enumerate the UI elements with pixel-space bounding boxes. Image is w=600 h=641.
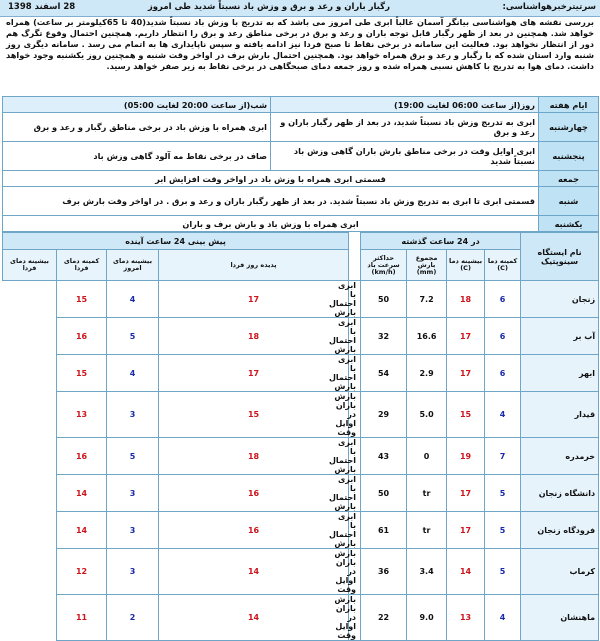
past-min-temp: 6 [485, 281, 521, 318]
today-max-temp: 17 [159, 281, 349, 318]
today-max-temp: 14 [159, 595, 349, 641]
station-row [3, 355, 599, 392]
station-name-header: نام ایستگاه سینوپتیک [521, 233, 599, 281]
today-max-temp: 16 [159, 475, 349, 512]
past-precip: 5.0 [407, 392, 447, 438]
today-max-temp: 17 [159, 355, 349, 392]
forecast-row [3, 187, 599, 216]
past-wind: 50 [361, 281, 407, 318]
bulletin-date: 28 اسفند 1398 [8, 2, 76, 12]
station-row [3, 595, 599, 641]
merged-forecast: ابری همراه با وزش باد و بارش برف و باران [3, 216, 539, 232]
tomorrow-min-temp: 3 [107, 475, 159, 512]
past-min-temp: 4 [485, 595, 521, 641]
past-min-temp: 4 [485, 392, 521, 438]
past-max-temp: 13 [447, 595, 485, 641]
past-precip: 9.0 [407, 595, 447, 641]
station-name: ابهر [521, 355, 599, 392]
station-row [3, 512, 599, 549]
station-name: زنجان [521, 281, 599, 318]
tomorrow-max-temp: 14 [57, 512, 107, 549]
tomorrow-phenomenon: بارش باران در اوایل وقت [349, 392, 361, 438]
future-24h-header: پیش بینی 24 ساعت آینده [3, 233, 349, 250]
past-wind: 32 [361, 318, 407, 355]
tomorrow-phenomenon: بارش باران در اوایل وقت [349, 549, 361, 595]
col-night-time-header: شب(از ساعت 20:00 لغایت 05:00) [3, 97, 271, 113]
past-min-temp: 6 [485, 318, 521, 355]
bulletin-header [0, 0, 600, 17]
tomorrow-min-temp: 3 [107, 549, 159, 595]
tomorrow-max-temp: 14 [57, 475, 107, 512]
past-precip: tr [407, 475, 447, 512]
past-min-temp: 5 [485, 475, 521, 512]
past-wind: 22 [361, 595, 407, 641]
station-row [3, 438, 599, 475]
past-max-temp: 18 [447, 281, 485, 318]
past-precip: 3.4 [407, 549, 447, 595]
night-forecast: صاف در برخی نقاط مه آلود گاهی وزش باد [3, 142, 271, 171]
day-name: جمعه [539, 171, 599, 187]
station-name: خرمدره [521, 438, 599, 475]
merged-forecast: قسمتی ابری همراه با وزش باد در اواخر وقت افزایش ابر [3, 171, 539, 187]
tomorrow-max-temp: 16 [57, 318, 107, 355]
past-wind: 61 [361, 512, 407, 549]
night-forecast: ابری همراه با وزش باد در برخی مناطق رگبار و رعد و برق [3, 113, 271, 142]
past-min-temp: 5 [485, 512, 521, 549]
tomorrow-phenomenon: ابری با احتمال بارش [349, 512, 361, 549]
merged-forecast: قسمتی ابری تا ابری به تدریج وزش باد نسبتاً شدید. در بعد از ظهر رگبار باران و رعد و برق . در اواخر وقت بارش برف [3, 187, 539, 216]
station-name: کرماب [521, 549, 599, 595]
past-precip: 16.6 [407, 318, 447, 355]
tomorrow-phenomenon: ابری با احتمال بارش [349, 318, 361, 355]
past-min-temp: 5 [485, 549, 521, 595]
day-name: یکشنبه [539, 216, 599, 232]
station-row [3, 392, 599, 438]
tomorrow-min-temp: 3 [107, 512, 159, 549]
tomorrow-phenomenon: بارش باران در اوایل وقت [349, 595, 361, 641]
tomorrow-min-temp: 5 [107, 438, 159, 475]
station-name: فرودگاه زنجان [521, 512, 599, 549]
past-wind: 54 [361, 355, 407, 392]
past-precip: tr [407, 512, 447, 549]
col-max-tomorrow: بیشینه دمای فردا [3, 250, 57, 281]
past-min-temp: 6 [485, 355, 521, 392]
forecast-table [2, 96, 599, 232]
station-name: قیدار [521, 392, 599, 438]
summary-text: بررسی نقشه های هواشناسی بیانگر آسمان غالباً ابری طی امروز می باشد که به تدریج با وزش باد نسبتاً شدید(40 تا 65کیلومتر بر ساعت) همراه خواهد شد. همچنین در بعد از ظهر رگبار قابل توجه باران و رعد و برق در برخی مناطق رعد و برق را انتظار داریم. همچنین احتمال وقوع تگرگ هم دور از انتظار نخواهد بود. فعالیت این سامانه در برخی نقاط تا صبح فردا نیز ادامه یافته و سپس ناپایداری ها به اتمام می رسد . سامانه دیگری روز شنبه وارد استان شده که با رگبار و رعد و برق همراه خواهد بود. همچنین احتمال بارش برف در اواخر وقت شنبه و همچنین روز یکشنبه وجود خواهد داشت. دمای هوا به تدریج با کاهش نسبی همراه شده و روز جمعه دمای صبحگاهی در برخی نقاط به زیر صفر خواهد رسید. [6, 17, 594, 71]
today-max-temp: 16 [159, 512, 349, 549]
tomorrow-max-temp: 11 [57, 595, 107, 641]
forecast-row [3, 142, 599, 171]
tomorrow-min-temp: 2 [107, 595, 159, 641]
past-max-temp: 17 [447, 475, 485, 512]
past-24h-header: در 24 ساعت گذشته [361, 233, 521, 250]
past-wind: 50 [361, 475, 407, 512]
past-max-temp: 14 [447, 549, 485, 595]
table-gap [349, 233, 361, 281]
col-max-temp: بیشینه دما (C) [447, 250, 485, 281]
tomorrow-phenomenon: ابری با احتمال بارش [349, 475, 361, 512]
today-max-temp: 18 [159, 438, 349, 475]
past-precip: 7.2 [407, 281, 447, 318]
tomorrow-phenomenon: ابری با احتمال بارش [349, 355, 361, 392]
forecast-header-row [3, 97, 599, 113]
past-wind: 43 [361, 438, 407, 475]
station-row [3, 318, 599, 355]
col-min-temp: کمینه دما (C) [485, 250, 521, 281]
station-name: آب بر [521, 318, 599, 355]
tomorrow-min-temp: 3 [107, 392, 159, 438]
col-precip: مجموع بارش (mm) [407, 250, 447, 281]
tomorrow-max-temp: 15 [57, 355, 107, 392]
col-day-header: ایام هفته [539, 97, 599, 113]
headline: رگبار باران و رعد و برق و وزش باد نسبتاً شدید طی امروز [147, 2, 390, 12]
station-row [3, 475, 599, 512]
tomorrow-min-temp: 4 [107, 281, 159, 318]
stations-column-row [3, 250, 599, 281]
day-name: پنجشنبه [539, 142, 599, 171]
today-max-temp: 14 [159, 549, 349, 595]
today-max-temp: 18 [159, 318, 349, 355]
tomorrow-max-temp: 15 [57, 281, 107, 318]
past-precip: 2.9 [407, 355, 447, 392]
col-wind: حداکثر سرعت باد (km/h) [361, 250, 407, 281]
tomorrow-max-temp: 13 [57, 392, 107, 438]
past-max-temp: 17 [447, 318, 485, 355]
past-max-temp: 15 [447, 392, 485, 438]
past-min-temp: 7 [485, 438, 521, 475]
past-max-temp: 17 [447, 512, 485, 549]
col-day-time-header: روز(از ساعت 06:00 لغایت 19:00) [271, 97, 539, 113]
past-max-temp: 19 [447, 438, 485, 475]
col-min-tomorrow: کمینه دمای فردا [57, 250, 107, 281]
station-name: دانشگاه زنجان [521, 475, 599, 512]
day-forecast: ابری به تدریج وزش باد نسبتاً شدید، در بعد از ظهر رگبار باران و رعد و برق [271, 113, 539, 142]
past-wind: 29 [361, 392, 407, 438]
past-wind: 36 [361, 549, 407, 595]
station-row [3, 549, 599, 595]
forecast-row [3, 216, 599, 232]
col-max-today: بیشینه دمای امروز [107, 250, 159, 281]
past-precip: 0 [407, 438, 447, 475]
day-forecast: ابری اوایل وقت در برخی مناطق بارش باران گاهی وزش باد نسبتاً شدید [271, 142, 539, 171]
tomorrow-phenomenon: ابری با احتمال بارش [349, 438, 361, 475]
forecast-row [3, 171, 599, 187]
tomorrow-min-temp: 4 [107, 355, 159, 392]
col-phenomenon: پدیده روز فردا [159, 250, 349, 281]
forecast-row [3, 113, 599, 142]
tomorrow-max-temp: 12 [57, 549, 107, 595]
past-max-temp: 17 [447, 355, 485, 392]
today-max-temp: 15 [159, 392, 349, 438]
tomorrow-phenomenon: ابری با احتمال بارش [349, 281, 361, 318]
stations-group-row [3, 233, 599, 250]
tomorrow-min-temp: 5 [107, 318, 159, 355]
station-name: ماهنشان [521, 595, 599, 641]
stations-table [2, 232, 599, 641]
tomorrow-max-temp: 16 [57, 438, 107, 475]
station-row [3, 281, 599, 318]
header-label: سرتیترخبرهواشناسی: [502, 2, 596, 12]
day-name: شنبه [539, 187, 599, 216]
day-name: چهارشنبه [539, 113, 599, 142]
station-rows [3, 281, 599, 641]
